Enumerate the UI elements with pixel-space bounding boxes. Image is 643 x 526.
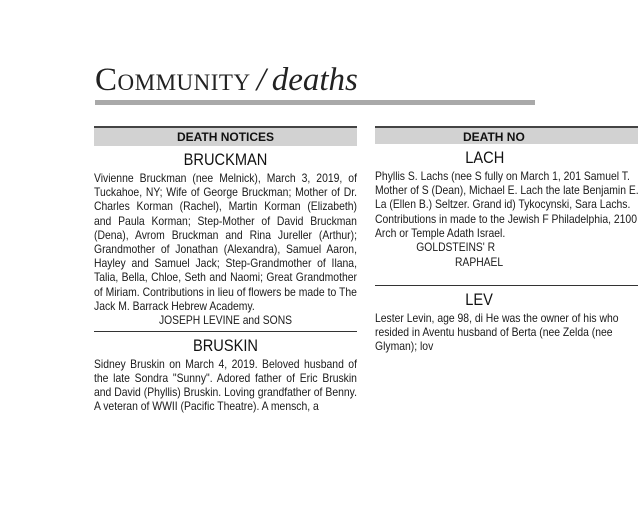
notice-text: Sidney Bruskin on March 4, 2019. Beloved husband of the late Sondra "Sunny". Adored father of Eric Bruskin and David (Phyllis) Bruskin. Loving grandfather of Benny. A veteran of WWII (Pacific Theatre). A mensch, a bbox=[94, 356, 357, 414]
death-notices-bar: DEATH NO bbox=[375, 126, 638, 144]
notice-divider bbox=[375, 285, 638, 286]
notice-name: BRUSKIN bbox=[192, 335, 258, 355]
column-right bbox=[375, 126, 638, 526]
page-header bbox=[95, 58, 535, 108]
funeral-home-signature-2: RAPHAEL bbox=[454, 254, 504, 269]
notice-name: LACH bbox=[465, 148, 505, 167]
section-name: Community bbox=[95, 62, 251, 98]
subsection-name: deaths bbox=[271, 62, 358, 98]
notice-levin bbox=[375, 290, 638, 354]
page-title bbox=[95, 58, 358, 102]
notice-name: BRUCKMAN bbox=[183, 150, 268, 169]
title-separator: / bbox=[256, 62, 266, 98]
notice-text: Vivienne Bruckman (nee Melnick), March 3, 2019, of Tuckahoe, NY; Wife of George Bruckman; Mother of Dr. Charles Korman (Rachel), Martin Korman (Elizabeth) and Paula Korman; Step-Mother of David Bruckman (Dena), Avrom Bruckman and Rina Jureller (Arthur); Grandmother of Jonathan (Alexandra), Samuel Aaron, Hayley and Samuel Jack; Step-Grandmother of Ilana, Talia, Bella, Chloe, Seth and Naomi; Great Grandmother of Miriam. Contributions in lieu of flowers be made to The Jack M. Barrack Hebrew Academy. bbox=[94, 171, 357, 313]
funeral-home-signature: JOSEPH LEVINE and SONS bbox=[158, 313, 293, 328]
header-rule bbox=[95, 100, 535, 105]
notice-name: LEV bbox=[465, 290, 493, 310]
funeral-home-signature: GOLDSTEINS' R bbox=[416, 240, 496, 255]
notice-text: Lester Levin, age 98, di He was the owner of his who resided in Aventu husband of Berta (nee Zelda (nee Glyman); lov bbox=[375, 311, 619, 354]
column-left bbox=[94, 126, 357, 526]
death-notices-bar: DEATH NOTICES bbox=[94, 126, 357, 146]
notice-bruskin bbox=[94, 336, 357, 414]
notice-bruckman bbox=[94, 150, 357, 328]
notice-text: Phyllis S. Lachs (nee S fully on March 1, 201 Samuel T. Mother of S (Dean), Michael E. Lach the late Benjamin E. La (Ellen B.) Seltzer. Grand id) Tykocynski, Sara Lachs. Contributions in made to the Jewish F Philadelphia, 2100 Arch or Temple Adath Israel. bbox=[375, 169, 639, 240]
notice-divider bbox=[94, 331, 357, 332]
notice-lachs bbox=[375, 148, 638, 269]
